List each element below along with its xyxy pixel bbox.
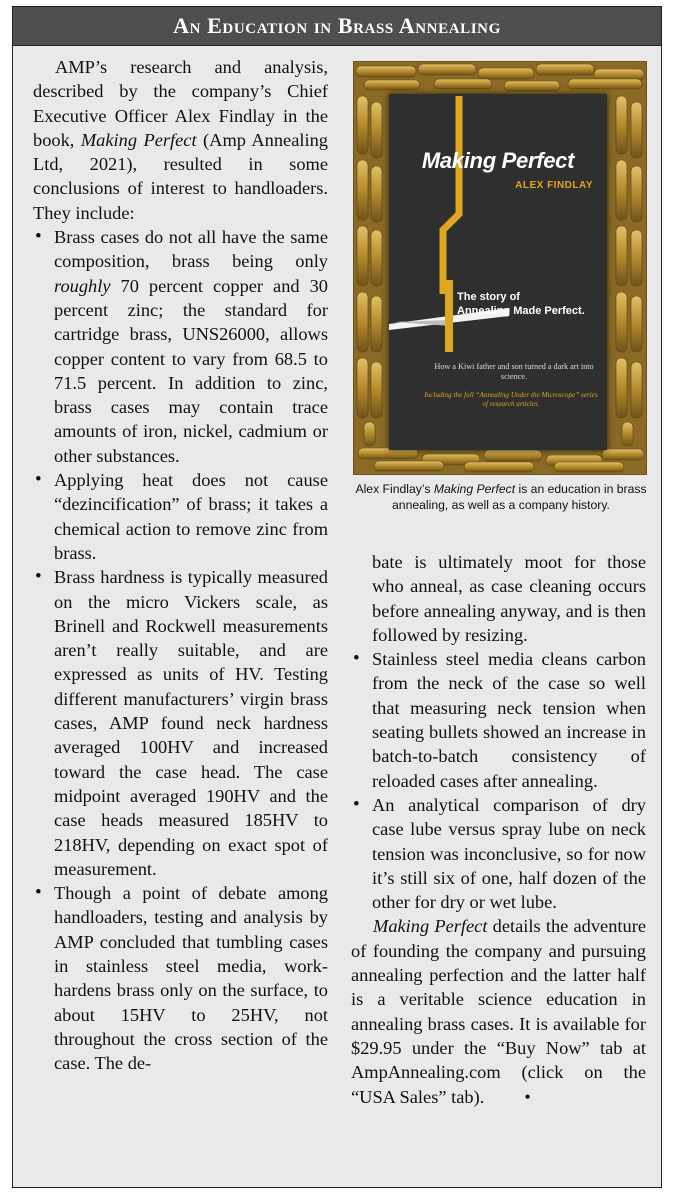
- sidebar-box: [12, 6, 662, 1188]
- list-item: [33, 225, 328, 468]
- figure-caption: [351, 481, 651, 513]
- cover-tagline-line1: The story of: [457, 291, 520, 303]
- column-right: [351, 550, 646, 1109]
- bullet4-text-part1: Though a point of debate among handloaders, testing and analysis by AMP concluded that tumbling cases in stainless steel media, work-hardens brass only on the surface, to about 15HV to 25HV, not throughout the cross section of the case. The de-: [54, 883, 328, 1074]
- sidebar-title: An Education in Brass Annealing: [173, 13, 501, 38]
- bullet1-emphasis: roughly: [54, 275, 111, 296]
- book-cover: [389, 94, 607, 450]
- bullet4-continuation: bate is ultimately moot for those who anneal, as case cleaning occurs before annealing anyway, and is then followed by resizing.: [372, 552, 646, 645]
- bullet6-text: An analytical comparison of dry case lube versus spray lube on neck tension was inconclusive, so for now it’s still six of one, half dozen of the other for dry or wet lube.: [372, 794, 646, 913]
- caption-book-title: Making Perfect: [433, 482, 516, 496]
- bullet5-text: Stainless steel media cleans carbon from the neck of the case so well that measuring neck tension when seating bullets showed an increase in batch-to-batch consistency of reloaded cases after annealing.: [372, 649, 646, 791]
- end-mark: •: [524, 1086, 531, 1107]
- book-photo: [353, 61, 647, 475]
- cover-subtitle: How a Kiwi father and son turned a dark art into science.: [434, 362, 594, 381]
- intro-text-post: (Amp Annealing Ltd, 2021), resulted in some conclusions of interest to handloaders. They include:: [33, 129, 328, 223]
- list-item: [33, 565, 328, 881]
- list-item: [33, 881, 328, 1075]
- column-left: [33, 55, 328, 1075]
- cover-title: Making Perfect: [421, 148, 575, 173]
- list-item: [351, 793, 646, 914]
- bullet1-post: 70 percent copper and 30 percent zinc; the standard for cartridge brass, UNS26000, allows copper content to vary from 68.5 to 71.5 percent. In addition to zinc, brass cases may contain trace amounts of iron, nickel, cadmium or other substances.: [54, 275, 328, 466]
- bullet1-pre: Brass cases do not all have the same composition, brass being only: [54, 227, 328, 272]
- cover-tagline-line2: Annealing Made Perfect.: [457, 305, 585, 317]
- findings-list: [33, 225, 328, 1075]
- intro-book-title: Making Perfect: [80, 129, 197, 150]
- findings-list-continued: [351, 647, 646, 914]
- list-item: [33, 468, 328, 565]
- list-item: [351, 647, 646, 793]
- cover-author: ALEX FINDLAY: [515, 180, 593, 191]
- closing-text: details the adventure of founding the company and pursuing annealing perfection and the latter half is a veritable science education in annealing brass cases. It is available for $29.95 under the “Buy Now” tab at AmpAnnealing.com (click on the “USA Sales” tab).: [351, 916, 646, 1107]
- intro-paragraph: [33, 55, 328, 225]
- intro-text-pre: AMP’s research and analysis, described by the company’s Chief Executive Officer Alex Findlay in the book,: [33, 57, 328, 150]
- bullet2-text: Applying heat does not cause “dezincification” of brass; it takes a chemical action to remove zinc from brass.: [54, 470, 328, 563]
- book-figure: [351, 61, 651, 513]
- cover-tagline: [457, 290, 597, 318]
- caption-post: is an education in brass annealing, as well as a company history.: [392, 482, 647, 512]
- title-bar: [13, 7, 661, 46]
- bullet3-text: Brass hardness is typically measured on the micro Vickers scale, as Brinell and Rockwell measurements aren’t really suitable, and are expressed as units of HV. Testing different manufacturers’ virgin brass cases, AMP found neck hardness averaged 100HV and increased toward the case head. The case midpoint averaged 190HV and the case heads measured 185HV to 218HV, depending on exact spot of measurement.: [54, 567, 328, 879]
- caption-pre: Alex Findlay’s: [355, 482, 434, 496]
- closing-paragraph: [351, 914, 646, 1108]
- closing-book-title: Making Perfect: [373, 916, 488, 937]
- cover-footnote: Including the full “Annealing Under the Microscope” series of research articles.: [424, 391, 598, 408]
